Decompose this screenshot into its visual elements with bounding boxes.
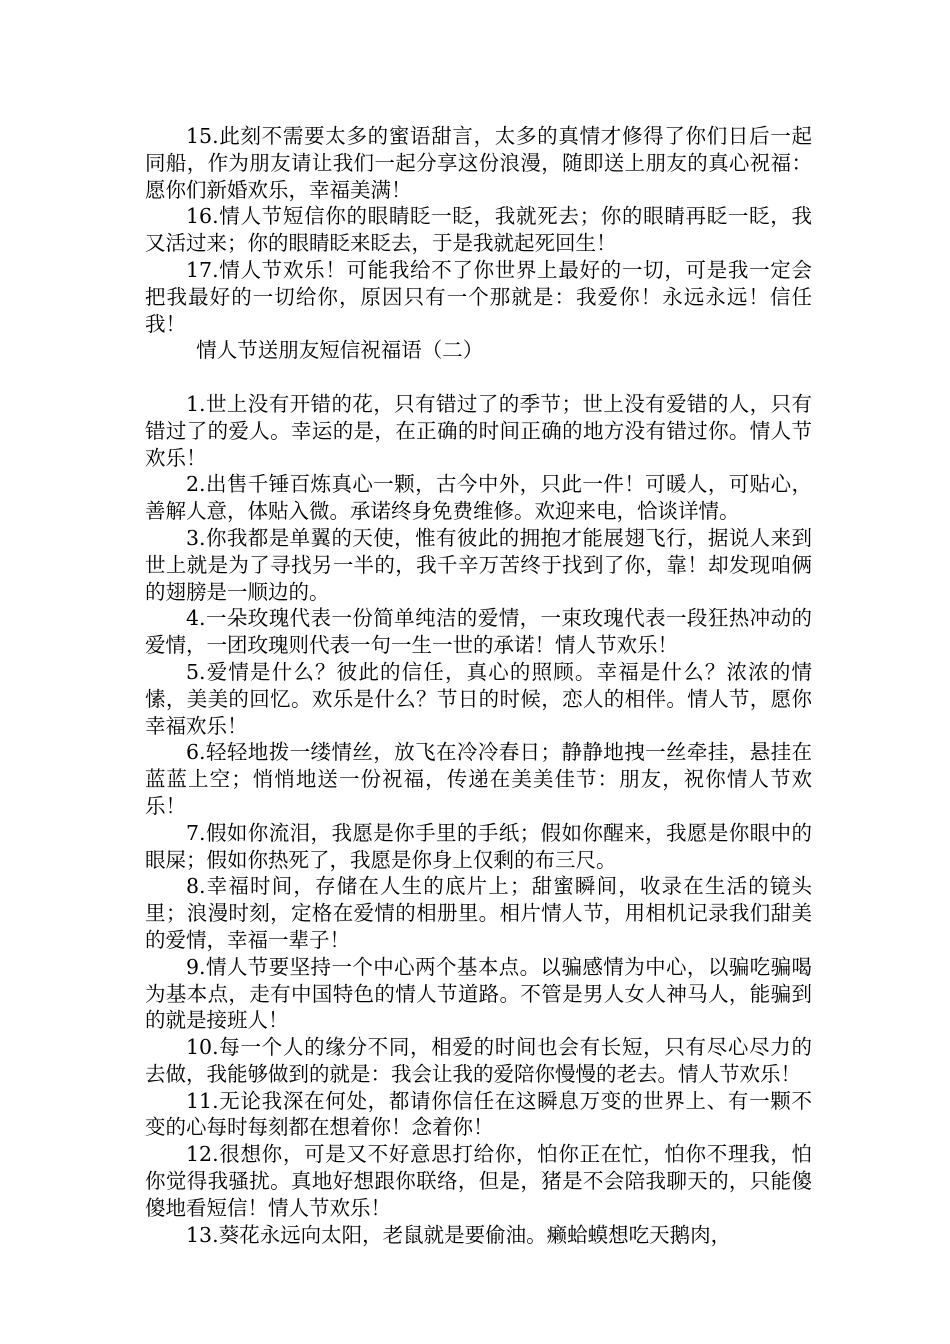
paragraph: 10.每一个人的缘分不同，相爱的时间也会有长短，只有尽心尽力的去做，我能够做到的就是：我会让我的爱陪你慢慢的老去。情人节欢乐！: [145, 1035, 812, 1086]
paragraph: 15.此刻不需要太多的蜜语甜言，太多的真情才修得了你们日后一起同船，作为朋友请让我们一起分享这份浪漫，随即送上朋友的真心祝福：愿你们新婚欢乐，幸福美满！: [145, 124, 812, 202]
blank-line: [145, 364, 812, 391]
paragraph: 8.幸福时间，存储在人生的底片上；甜蜜瞬间，收录在生活的镜头里；浪漫时刻，定格在爱情的相册里。相片情人节，用相机记录我们甜美的爱情，幸福一辈子！: [145, 874, 812, 952]
paragraph: 6.轻轻地拨一缕情丝，放飞在冷冷春日；静静地拽一丝牵挂，悬挂在蓝蓝上空；悄悄地送一份祝福，传递在美美佳节：朋友，祝你情人节欢乐！: [145, 740, 812, 818]
paragraph: 11.无论我深在何处，都请你信任在这瞬息万变的世界上、有一颗不变的心每时每刻都在想着你！念着你！: [145, 1088, 812, 1140]
paragraph: 7.假如你流泪，我愿是你手里的手纸；假如你醒来，我愿是你眼中的眼屎；假如你热死了，我愿是你身上仅剩的布三尺。: [145, 820, 812, 872]
paragraph: 4.一朵玫瑰代表一份简单纯洁的爱情，一束玫瑰代表一段狂热冲动的爱情，一团玫瑰则代表一句一生一世的承诺！情人节欢乐！: [145, 606, 812, 658]
paragraph: 1.世上没有开错的花，只有错过了的季节；世上没有爱错的人，只有错过了的爱人。幸运的是，在正确的时间正确的地方没有错过你。情人节欢乐！: [145, 391, 812, 470]
paragraph: 13.葵花永远向太阳，老鼠就是要偷油。癞蛤蟆想吃天鹅肉，: [186, 1222, 732, 1247]
paragraph: 3.你我都是单翼的天使，惟有彼此的拥抱才能展翅飞行，据说人来到世上就是为了寻找另一半的，我千辛万苦终于找到了你，靠！却发现咱俩的翅膀是一顺边的。: [145, 525, 812, 604]
paragraph: 2.出售千锤百炼真心一颗，古今中外，只此一件！可暖人，可贴心，善解人意，体贴入微。承诺终身免费维修。欢迎来电，恰谈详情。: [145, 472, 812, 524]
section-heading: 情人节送朋友短信祝福语（二）: [196, 338, 484, 363]
paragraph: 9.情人节要坚持一个中心两个基本点。以骗感情为中心，以骗吃骗喝为基本点，走有中国特色的情人节道路。不管是男人女人神马人，能骗到的就是接班人！: [145, 954, 812, 1033]
paragraph: 16.情人节短信你的眼睛眨一眨，我就死去；你的眼睛再眨一眨，我又活过来；你的眼睛眨来眨去，于是我就起死回生！: [145, 204, 812, 256]
paragraph: 17.情人节欢乐！可能我给不了你世界上最好的一切，可是我一定会把我最好的一切给你，原因只有一个那就是：我爱你！永远永远！信任我！: [145, 257, 812, 336]
document-body: [145, 123, 812, 1248]
paragraph: 5.爱情是什么？彼此的信任，真心的照顾。幸福是什么？浓浓的情愫，美美的回忆。欢乐是什么？节日的时候，恋人的相伴。情人节，愿你幸福欢乐！: [145, 659, 812, 738]
paragraph: 12.很想你，可是又不好意思打给你，怕你正在忙，怕你不理我，怕你觉得我骚扰。真地好想跟你联络，但是，猪是不会陪我聊天的，只能傻傻地看短信！情人节欢乐！: [145, 1142, 812, 1220]
